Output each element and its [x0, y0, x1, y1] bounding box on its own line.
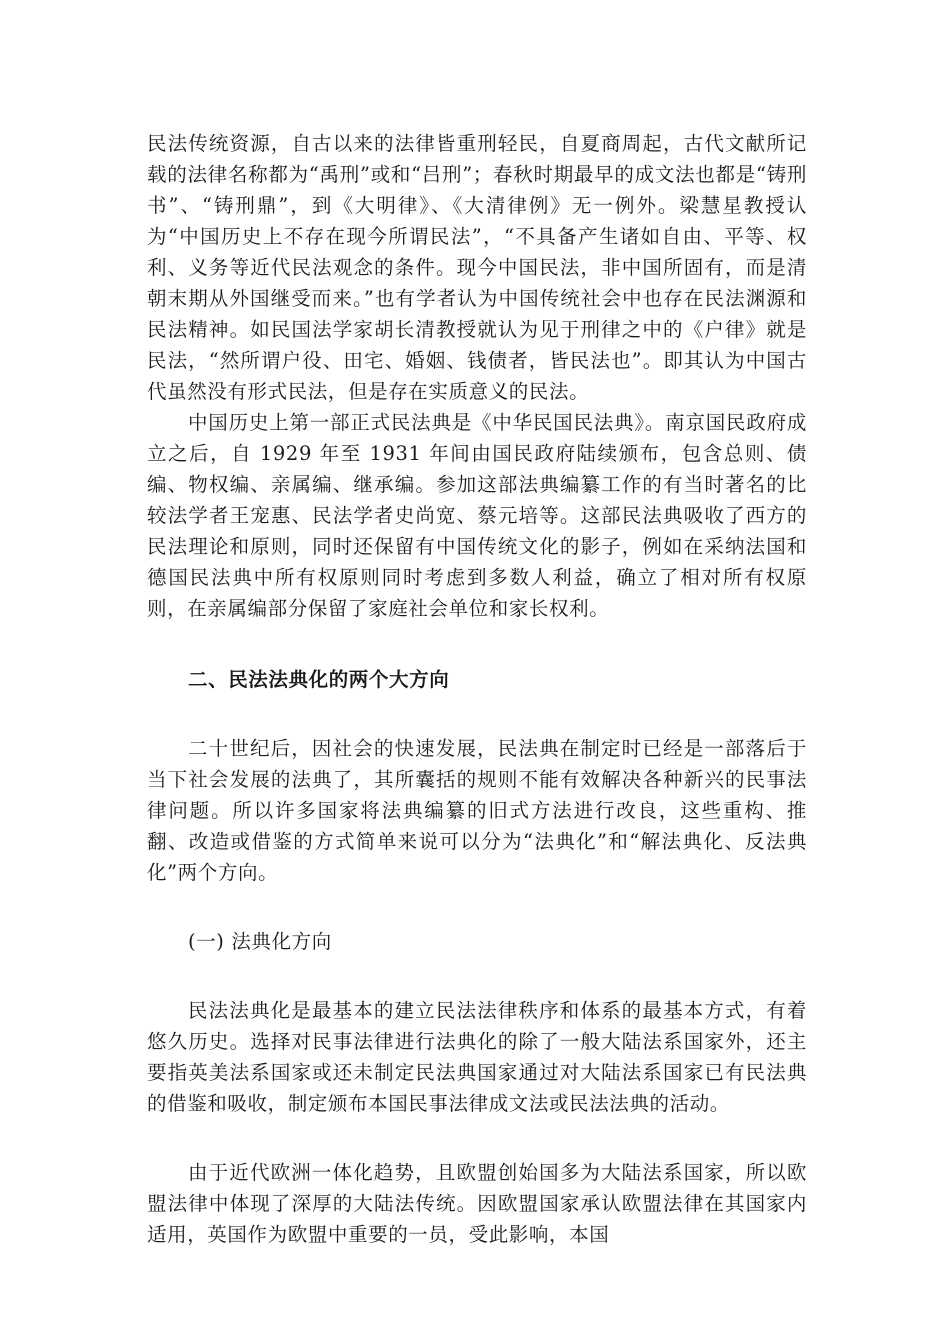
subsection-heading: (一) 法典化方向: [188, 930, 332, 953]
paragraph-republic-civil-code: 中国历史上第一部正式民法典是《中华民国民法典》。南京国民政府成立之后，自 1929 年至 1931 年间由国民政府陆续颁布，包含总则、债编、物权编、亲属编、继承编。参加这部法典编纂工作的有当时著名的比较法学者王宠惠、民法学者史尚宽、蔡元培等。这部民法典吸收了西方的民法理论和原则，同时还保留有中国传统文化的影子，例如在采纳法国和德国民法典中所有权原则同时考虑到多数人利益，确立了相对所有权原则，在亲属编部分保留了家庭社会单位和家长权利。: [147, 411, 807, 620]
section-heading: 二、民法法典化的两个大方向: [188, 668, 450, 691]
paragraph-european-integration: 由于近代欧洲一体化趋势，且欧盟创始国多为大陆法系国家，所以欧盟法律中体现了深厚的大陆法传统。因欧盟国家承认欧盟法律在其国家内适用，英国作为欧盟中重要的一员，受此影响，本国: [147, 1161, 807, 1246]
paragraph-twentieth-century: 二十世纪后，因社会的快速发展，民法典在制定时已经是一部落后于当下社会发展的法典了，其所囊括的规则不能有效解决各种新兴的民事法律问题。所以许多国家将法典编纂的旧式方法进行改良，这些重构、推翻、改造或借鉴的方式简单来说可以分为“法典化”和“解法典化、反法典化”两个方向。: [147, 737, 807, 884]
paragraph-civil-law-tradition: 民法传统资源，自古以来的法律皆重刑轻民，自夏商周起，古代文献所记载的法律名称都为“禹刑”或和“吕刑”；春秋时期最早的成文法也都是“铸刑书”、“铸刑鼎”，到《大明律》、《大清律例》无一例外。梁慧星教授认为“中国历史上不存在现今所谓民法”，“不具备产生诸如自由、平等、权利、义务等近代民法观念的条件。现今中国民法，非中国所固有，而是清朝末期从外国继受而来。”也有学者认为中国传统社会中也存在民法渊源和民法精神。如民国法学家胡长清教授就认为见于刑律之中的《户律》就是民法，“然所谓户役、田宅、婚姻、钱债者，皆民法也”。即其认为中国古代虽然没有形式民法，但是存在实质意义的民法。: [147, 132, 807, 403]
paragraph-codification: 民法法典化是最基本的建立民法法律秩序和体系的最基本方式，有着悠久历史。选择对民事法律进行法典化的除了一般大陆法系国家外，还主要指英美法系国家或还未制定民法典国家通过对大陆法系国家已有民法典的借鉴和吸收，制定颁布本国民事法律成文法或民法法典的活动。: [147, 999, 807, 1115]
document-page: [147, 128, 807, 1250]
